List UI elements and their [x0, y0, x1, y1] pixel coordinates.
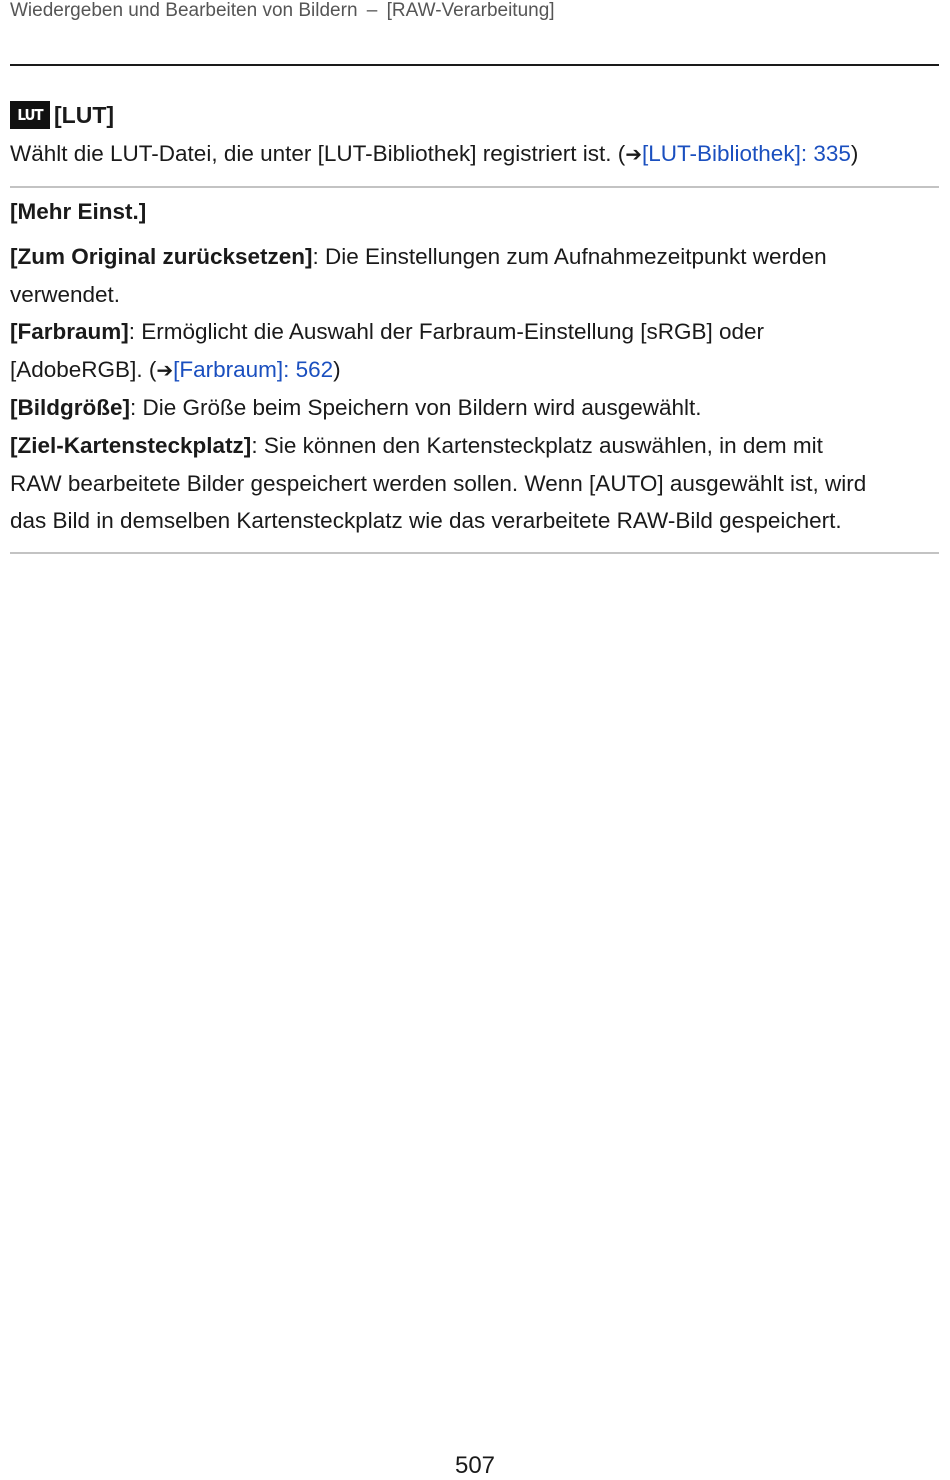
lut-description-suffix: ): [850, 141, 859, 166]
term-ziel-kartensteckplatz: [Ziel-Kartensteckplatz]: [10, 433, 252, 458]
desc-zum-original-1: : Die Einstellungen zum Aufnahmezeitpunkt werden: [312, 244, 827, 269]
lut-library-link[interactable]: [LUT-Bibliothek]: 335: [642, 141, 851, 166]
lut-description-text: Wählt die LUT-Datei, die unter [LUT-Bibliothek] registriert ist. (: [10, 141, 626, 166]
item-bildgroesse: [10, 389, 940, 427]
item-zum-original: [10, 238, 940, 313]
desc-farbraum-suffix: ): [333, 356, 341, 382]
header-section: [RAW-Verarbeitung]: [386, 0, 555, 21]
desc-bildgroesse: : Die Größe beim Speichern von Bildern wird ausgewählt.: [129, 395, 702, 420]
header-rule: [10, 64, 939, 66]
desc-zum-original-2: verwendet.: [10, 281, 121, 307]
item-ziel-kartensteckplatz: [10, 427, 940, 540]
farbraum-link[interactable]: [Farbraum]: 562: [173, 356, 334, 382]
lut-heading: [10, 100, 114, 130]
term-bildgroesse: [Bildgröße]: [10, 395, 130, 420]
desc-farbraum-1: : Ermöglicht die Auswahl der Farbraum-Einstellung [sRGB] oder: [128, 319, 765, 344]
desc-ziel-1: : Sie können den Kartensteckplatz auswählen, in dem mit: [251, 433, 823, 458]
arrow-right-icon: ➔: [625, 142, 642, 166]
divider: [10, 552, 939, 554]
desc-farbraum-2: [AdobeRGB]. (: [10, 356, 157, 382]
arrow-right-icon: ➔: [156, 357, 174, 382]
lut-description: [10, 135, 940, 174]
mehr-einst-title: [Mehr Einst.]: [10, 199, 147, 224]
desc-ziel-3: das Bild in demselben Kartensteckplatz wie das verarbeitete RAW-Bild gespeichert.: [10, 508, 842, 534]
lut-icon: LUT: [10, 101, 50, 129]
header-title: Wiedergeben und Bearbeiten von Bildern: [10, 0, 358, 21]
term-farbraum: [Farbraum]: [10, 319, 129, 344]
running-header: [10, 0, 555, 22]
desc-ziel-2: RAW bearbeitete Bilder gespeichert werden sollen. Wenn [AUTO] ausgewählt ist, wird: [10, 470, 867, 496]
item-farbraum: [10, 313, 940, 389]
lut-title: [LUT]: [54, 101, 115, 128]
header-separator: –: [366, 0, 378, 21]
divider: [10, 186, 939, 188]
term-zum-original: [Zum Original zurücksetzen]: [10, 244, 313, 269]
page-number: 507: [454, 1452, 496, 1479]
